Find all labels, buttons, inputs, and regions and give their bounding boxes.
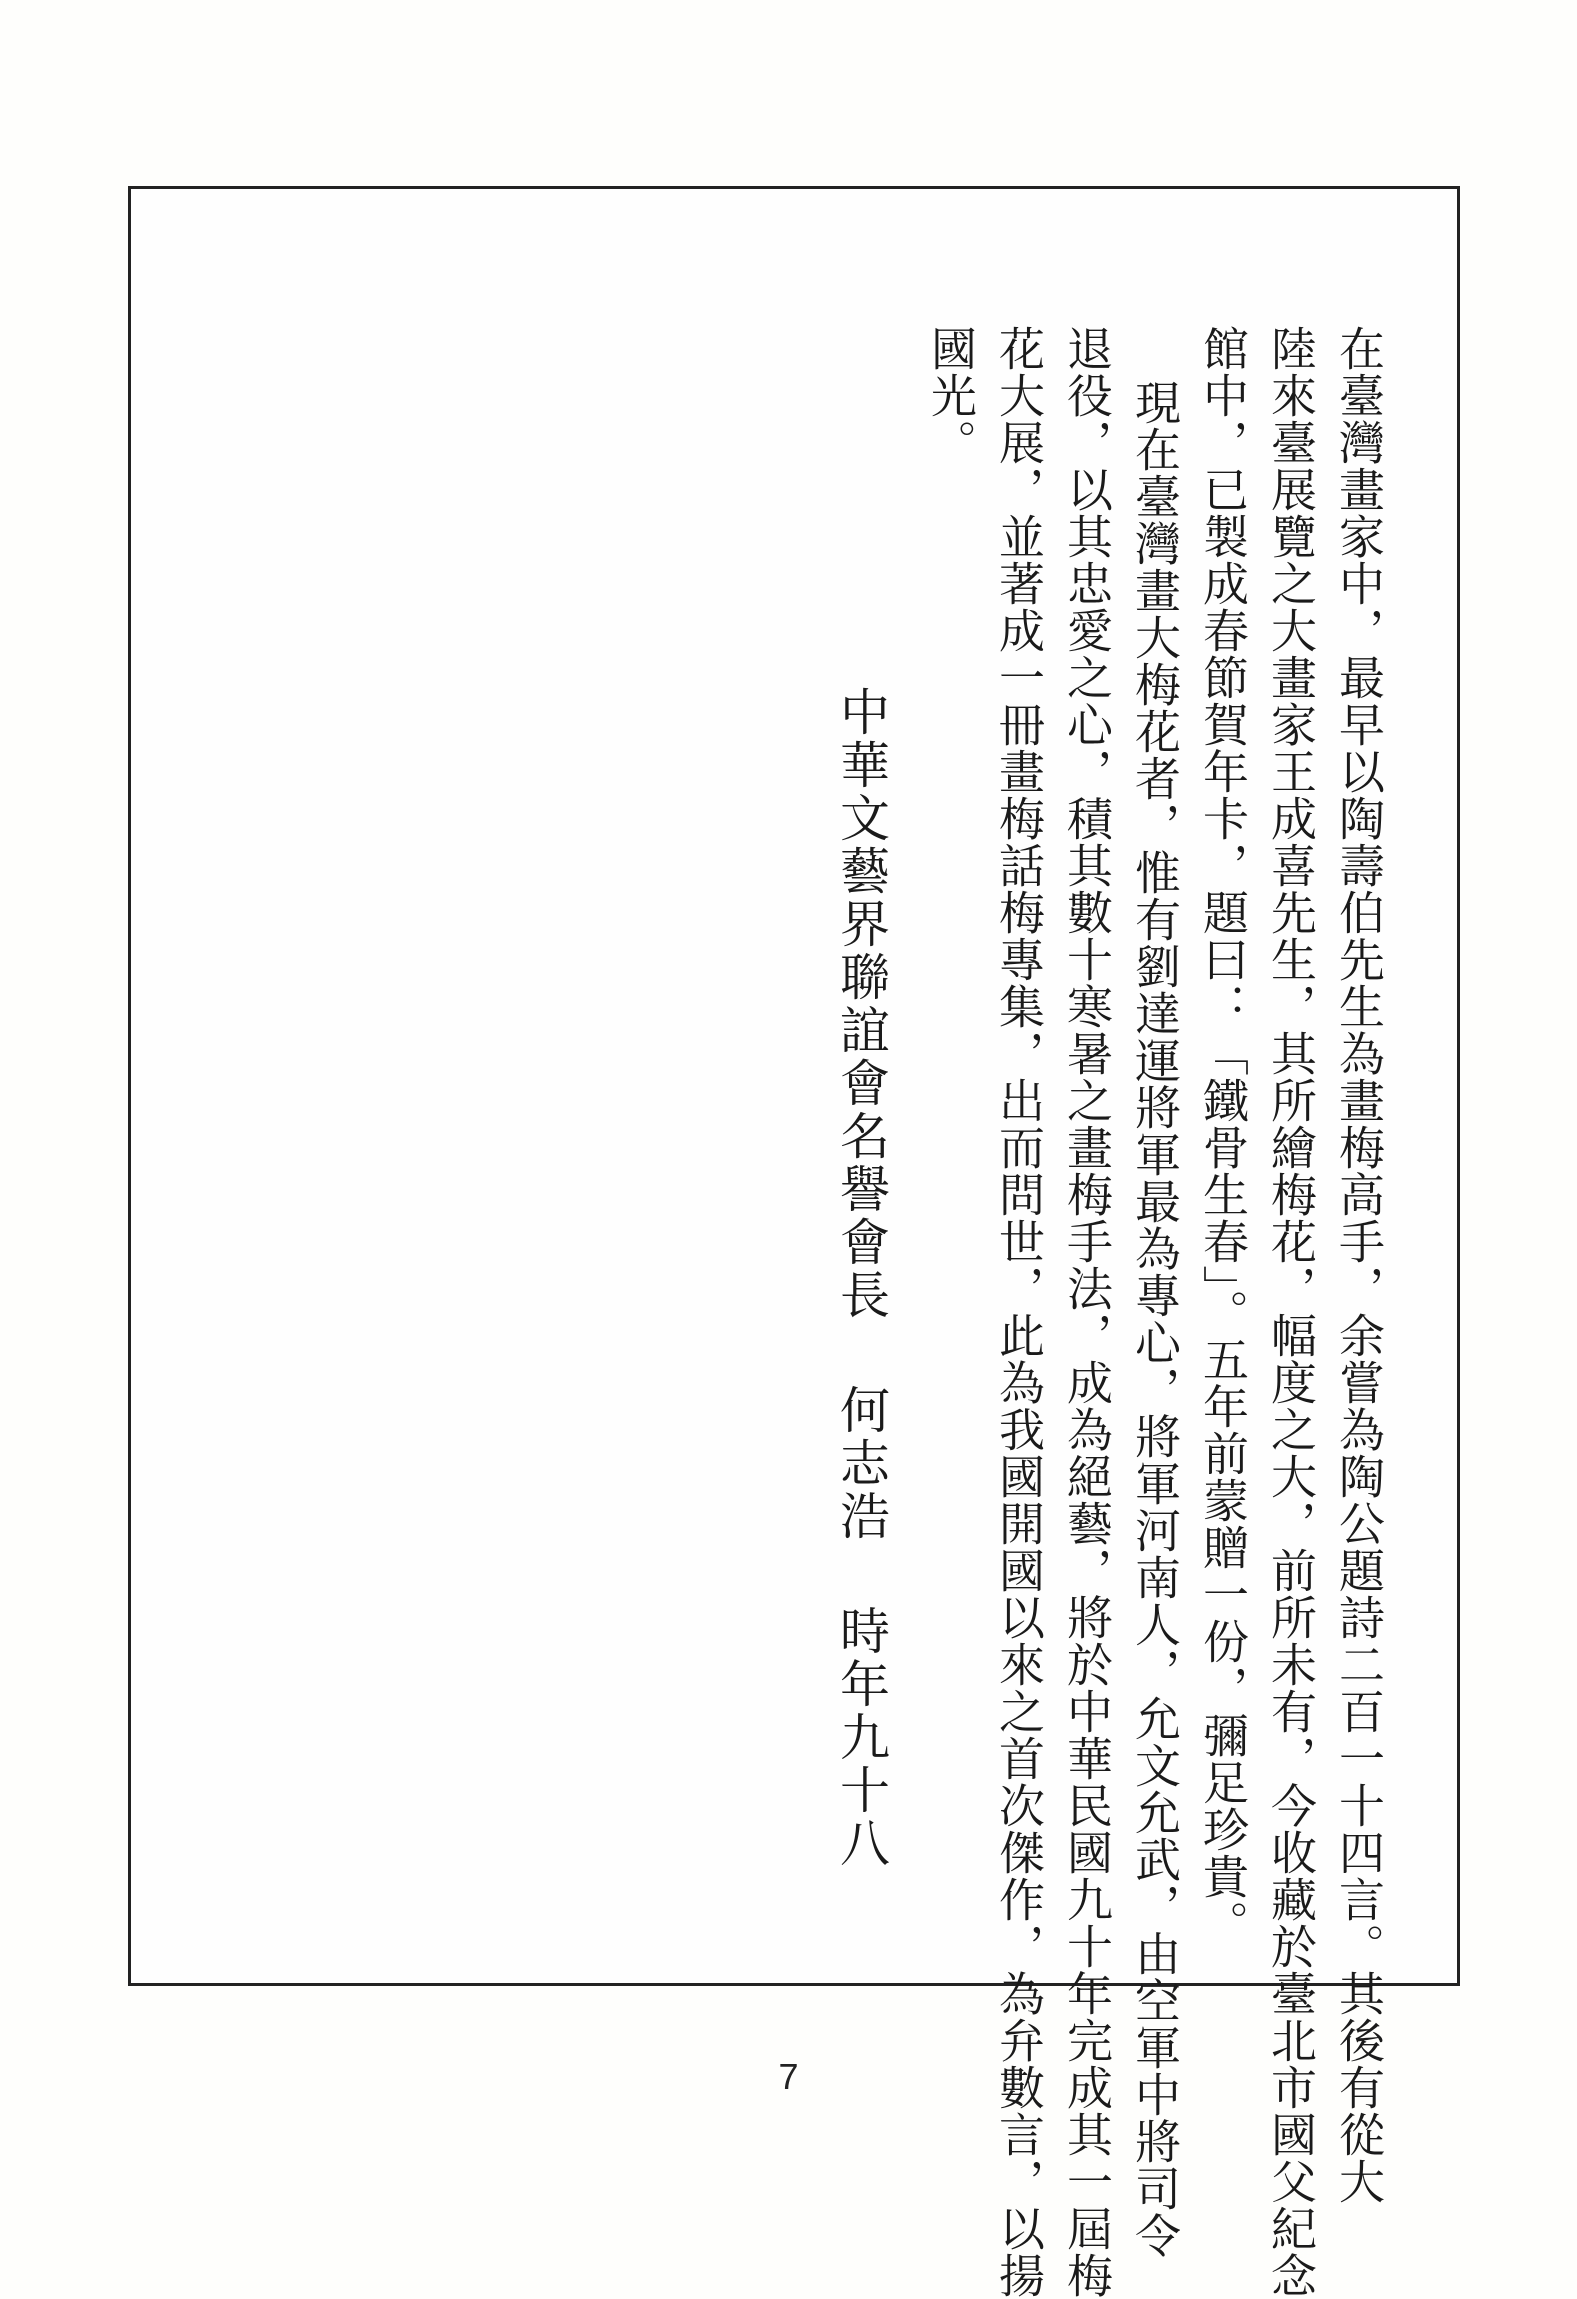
body-line-7: 國光。 [924,325,978,466]
body-line-5: 退役，以其忠愛之心，積其數十寒暑之畫梅手法，成為絕藝，將於中華民國九十年完成其一屆梅 [1060,325,1114,2299]
body-line-1: 在臺灣畫家中，最早以陶壽伯先生為畫梅高手，余嘗為陶公題詩二百一十四言。其後有從大 [1332,325,1386,2205]
body-line-2: 陸來臺展覽之大畫家王成喜先生，其所繪梅花，幅度之大，前所未有，今收藏於臺北市國父紀念 [1264,325,1318,2299]
body-line-3: 館中，已製成春節賀年卡，題曰：「鐵骨生春」。五年前蒙贈一份，彌足珍貴。 [1196,325,1250,1947]
signature-title: 中華文藝界聯誼會名譽會長 [832,686,890,1322]
text-frame [128,186,1460,2299]
page-number: 7 [778,2056,799,2097]
body-line-6: 花大展，並著成一冊畫梅話梅專集，出而問世，此為我國開國以來之首次傑作，為弁數言，以揚 [992,325,1046,2299]
body-line-4: 現在臺灣畫大梅花者，惟有劉達運將軍最為專心，將軍河南人，允文允武，由空軍中將司令 [1128,379,1182,2259]
signature-age: 時年九十八 [832,1605,890,1870]
signature [832,686,890,1870]
signature-name: 何志浩 [832,1384,890,1543]
